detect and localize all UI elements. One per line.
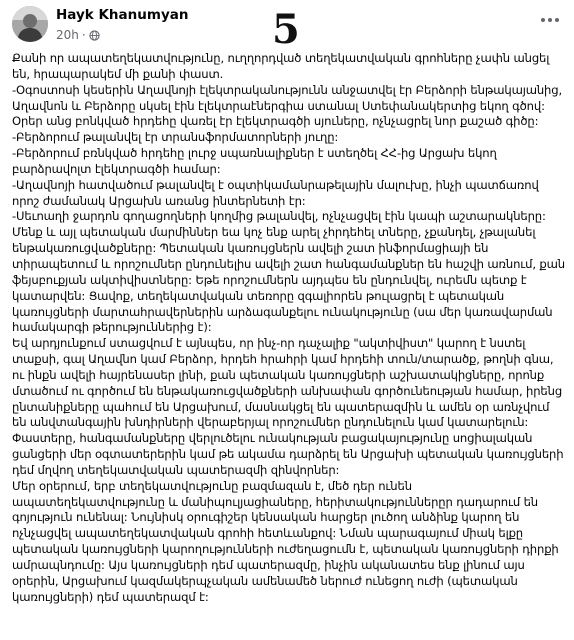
avatar-image — [12, 6, 48, 42]
post-body — [12, 51, 566, 606]
more-options-icon[interactable] — [538, 10, 562, 30]
post-paragraph: -Օգոստոսի կեսերին Աղավնոյի էլեկտրականությունն անջատվել էր Բերձորի ենթակայանից, Աղավնոն և Բերձորը սկսել էին էլեկտրաէներգիա ստանալ Ստեփանակերտից եկող գծով: Օրեր անց բոնկված հրդեհը վառել էր էլեկտրագծի սյուները, ոչնչացրել նոր քաշած գիծը: — [12, 82, 562, 129]
more-dot — [548, 18, 552, 22]
overlay-number: 5 — [272, 6, 300, 53]
post-paragraph: -Բերձորում թալանվել էր տրանսֆորմատորների յուղը: — [12, 130, 339, 145]
post-paragraph: Եվ արդյունքում ստացվում է այնպես, որ ինչ-որ դաչալիք "ակտիվիստ" կարող է նստել տաքսի, գալ Աղավնո կամ Բերձոր, հրդեհ հրահրի կամ հրդեհի տուն/տարածք, թողնի գնա, ու ինքն ավելի հայրենասեր լինի, քան պետական կառույցների աշխատակիցները, որոնք մտածում ու գործում են ենթակառուցվածքների անխափան գործունեության համար, իրենց ընտանիքները պահում են Արցախում, մասնակցել են պատերազմին և ամեն օր առնչվում են անվտանգային խնդիրների վերաբերյալ որոշումներ ընդունելուն կամ կատարելուն: — [12, 336, 563, 430]
more-dot — [555, 18, 559, 22]
more-dot — [541, 18, 545, 22]
post-paragraph: -Բերձորում բռնկված հրդեհը լուրջ սպառնալիքներ է ստեղծել ՀՀ-ից Արցախ եկող բարձրավոլտ էլեկտրագծի համար: — [12, 146, 497, 176]
author-name[interactable]: Hayk Khanumyan — [56, 7, 189, 23]
avatar[interactable] — [12, 6, 48, 42]
post-paragraph: -Աղավնոյի հատվածում թալանվել է օպտիկամանրաթելային մալուխը, ինչի պատճառով որոշ ժամանակ Արցախն առանց ինտերնետի էր: — [12, 177, 539, 208]
meta-separator: · — [81, 28, 86, 42]
post-meta — [56, 28, 100, 42]
post-paragraph: Փաստերը, հանգամանքները վերլուծելու ունակության բացակայությունը սոցիալական ցանցերի մեր օգտատերերին կամ թե ակամա դարձրել են Արցախի պետական կառույցների դեմ մղվող տեղեկատվական պատերազմի զինվորներ: — [12, 431, 564, 477]
post-paragraph: Մեր օրերում, երբ տեղեկատվությունը բազմազան է, մեծ դեր ունեն ապատեղեկատվությունը և մանիպուլյացիաները, հերիտակություններըր դադարում են գոյություն ունենալ: Նույնիսկ օրուգիշեր կենսական հարցեր լուծող անձինք կարող են ոչնչացվել ապատեղեկատվական գրոհի հետևանքով: Նման պարագայում միակ ելքը պետական կառույցների կարողությունների ուժեղացումն է, պետական կառույցների դիրքի ամրապնդումը: Այս կառույցների դեմ պատերազմը, ինչին ականատես ենք լինում այս օրերին, Արցախում կազմակերպչական ամենամեծ ներուժ ունեցող ուժի (պետական կառույցների) դեմ պատերազմ է: — [12, 478, 559, 604]
post-paragraph: Քանի որ ապատեղեկատվությունը, ուղղորդված տեղեկատվական գրոհները չափն անցել են, հրապարակեմ մի քանի փաստ. — [12, 51, 550, 81]
post-paragraph: -Սեւոաղի ջարդոն գողացողների կողմից թալանվել, ոչնչացվել էին կապի աշտարակները: Մենք և այլ պետական մարմիններ եա կոչ ենք արել չհրդեհել տները, չքանդել, չթալանել ենթակառուցվածքները: Պետական կառույցներն ավելի շատ ինֆորմացիայի են տիրապետում և որոշումներ ընդունելիս ավելի շատ հանգամանքներ են հաշվի առնում, քան ֆեյսբուքյան ակտիվիստները: Եթե որոշումներն այդպես են ընդունվել, ուրեմն պետք է կատարվեն: Ցավոք, տեղեկատվական տեռորը զգալիորեն թուլացրել է պետական կառույցների մարտահրավերներին արձագանքելու ունակությունը (սա մեր կառավարման համակարգի թերություններից է): — [12, 209, 565, 335]
globe-icon[interactable] — [89, 30, 100, 41]
post-time[interactable]: 20h — [56, 28, 79, 42]
